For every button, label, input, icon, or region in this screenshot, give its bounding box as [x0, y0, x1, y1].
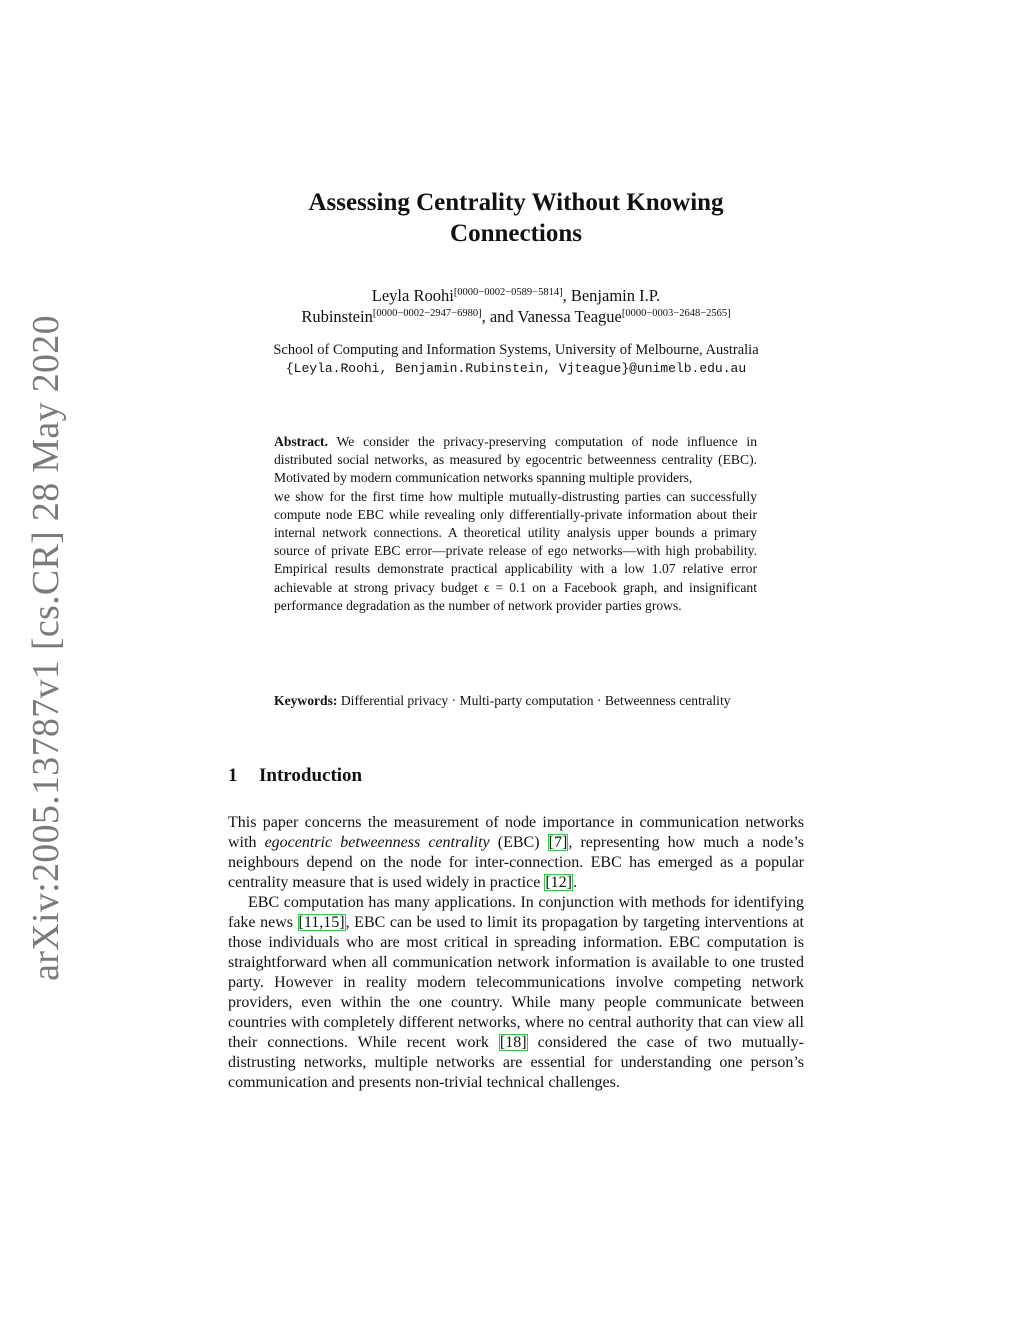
title-line-1: Assessing Centrality Without Knowing	[308, 189, 724, 216]
section-heading	[228, 765, 362, 787]
keywords	[274, 692, 757, 710]
abstract-text: We consider the privacy-preserving computation of node influence in distributed social networks, as measured by egocentric betweenness centrality (EBC). Motivated by modern communication networks spanning multiple providers,	[274, 434, 758, 486]
author-emails: {Leyla.Roohi, Benjamin.Rubinstein, Vjteague}@unimelb.edu.au	[285, 361, 747, 376]
orcid-id: [0000−0002−2947−6980]	[372, 308, 482, 319]
keywords-label: Keywords:	[274, 693, 338, 708]
paragraph: This paper concerns the measurement of node importance in communication networks with egocentric betweenness centrality (EBC) [7], representing how much a node’s neighbours depend on the node for inter-connection. EBC has emerged as a popular centrality measure that is used widely in practice [12].	[228, 814, 805, 891]
section-title: Introduction	[259, 765, 363, 786]
orcid-id: [0000−0003−2648−2565]	[621, 308, 731, 319]
paragraph: EBC computation has many applications. In conjunction with methods for identifying fake news [11,15], EBC can be used to limit its propagation by targeting interventions at those individuals who are most critical in spreading information. EBC computation is straightforward when all communication network information is available to one trusted party. However in reality modern telecommunications involve competing network providers, even within the one country. While many people communicate between countries with completely different networks, where no central authority that can view all their connections. While recent work [18] considered the case of two mutually-distrusting networks, multiple networks are essential for understanding one person’s communication and presents non-trivial technical challenges.	[228, 894, 804, 1091]
section-number: 1	[228, 765, 238, 786]
orcid-id: [0000−0002−0589−5814]	[453, 287, 563, 298]
author-name: , and Vanessa Teague	[481, 307, 622, 326]
author-name: Rubinstein	[301, 307, 373, 326]
emphasized-term: egocentric betweenness centrality	[264, 834, 490, 851]
citation-link[interactable]: [12]	[545, 874, 572, 891]
author-name: Leyla Roohi	[371, 286, 454, 305]
author-name: , Benjamin I.P.	[562, 286, 661, 305]
author-list	[228, 285, 804, 327]
arxiv-stamp: arXiv:2005.13787v1 [cs.CR] 28 May 2020	[25, 315, 67, 981]
paper-title	[228, 187, 804, 249]
body-text	[228, 813, 804, 1093]
citation-link[interactable]: [11,15]	[298, 914, 345, 931]
keywords-text: Differential privacy · Multi-party computation · Betweenness centrality	[340, 693, 731, 708]
title-line-2: Connections	[450, 220, 582, 247]
affiliation: School of Computing and Information Systems, University of Melbourne, Australia	[273, 342, 759, 358]
abstract-text: we show for the first time how multiple mutually-distrusting parties can successfully compute node EBC while revealing only differentially-private information about their internal network connections. A theoretical utility analysis upper bounds a primary source of private EBC error—private release of ego networks—with high probability. Empirical results demonstrate practical applicability with a low 1.07 relative error achievable at strong privacy budget ϵ = 0.1 on a Facebook graph, and insignificant performance degradation as the number of network provider parties grows.	[274, 488, 757, 613]
abstract-label: Abstract.	[274, 434, 328, 449]
citation-link[interactable]: [7]	[548, 834, 568, 851]
citation-link[interactable]: [18]	[499, 1034, 527, 1051]
abstract	[274, 433, 757, 615]
